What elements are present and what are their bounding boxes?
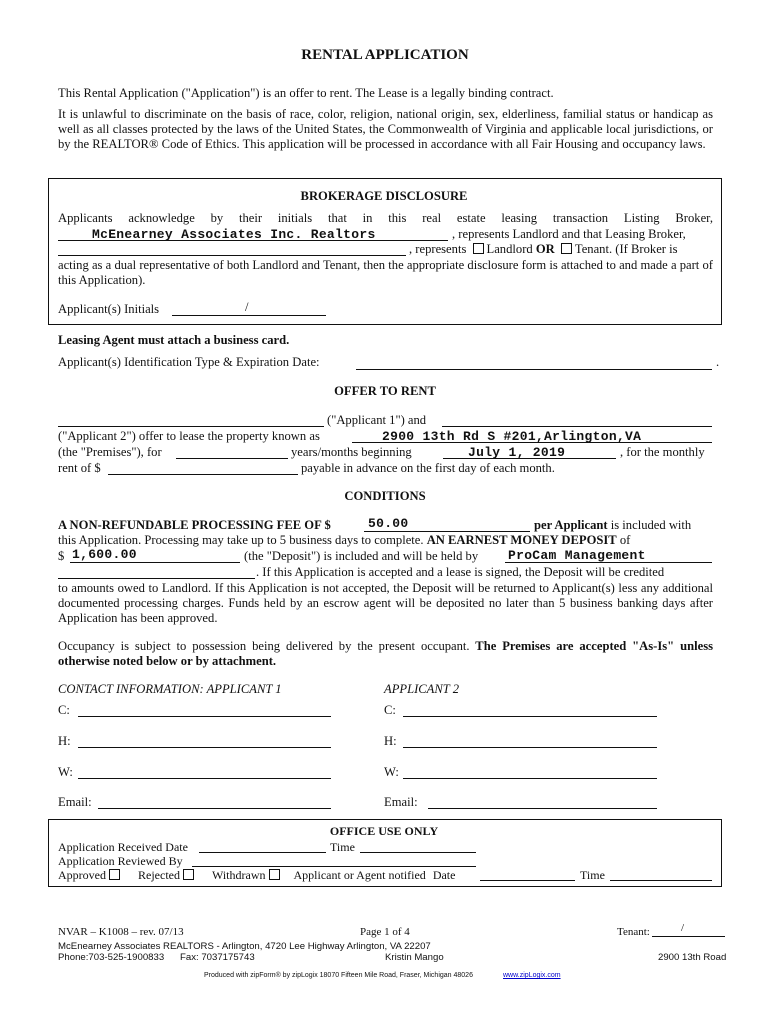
reviewed-field[interactable] (192, 866, 476, 867)
status-row (58, 868, 455, 883)
premises-field[interactable]: 2900 13th Rd S #201,Arlington,VA (382, 429, 642, 444)
deposit-terms-text: to amounts owed to Landlord. If this Application is not accepted, the Deposit will be returned to Applicant(s) less any additional documented processing charges. Funds held by an escrow agent will be deposited no later than 5 business banking days after Application has been approved. (58, 581, 713, 625)
brokerage-line1: Applicants acknowledge by their initials that in this real estate leasing transaction Listing Broker, (58, 211, 713, 225)
as-is-sentence: The Premises are accepted "As-Is" unless otherwise noted below or by attachment. (58, 639, 713, 668)
id-label: Applicant(s) Identification Type & Expiration Date: (58, 355, 320, 369)
a1-cell-field[interactable] (78, 716, 331, 717)
represents-text: , represents (409, 242, 467, 256)
a1-home-label: H: (58, 734, 71, 748)
a2-home-field[interactable] (403, 747, 657, 748)
a1-email-label: Email: (58, 795, 92, 809)
received-time-field[interactable] (360, 852, 476, 853)
monthly-label: , for the monthly (620, 445, 705, 459)
received-label: Application Received Date (58, 840, 188, 854)
represents-row (409, 242, 678, 257)
a2-cell-field[interactable] (403, 716, 657, 717)
a2-email-field[interactable] (428, 808, 657, 809)
leasing-agent-note: Leasing Agent must attach a business card. (58, 333, 290, 347)
occupancy-sentence: Occupancy is subject to possession being delivered by the present occupant. (58, 639, 470, 653)
fee-label: A NON-REFUNDABLE PROCESSING FEE OF $ (58, 518, 331, 532)
a1-email-field[interactable] (98, 808, 331, 809)
initials-line[interactable] (172, 315, 326, 316)
a1-home-field[interactable] (78, 747, 331, 748)
a2-cell-label: C: (384, 703, 396, 717)
fee-field[interactable]: 50.00 (368, 516, 409, 531)
offer-heading: OFFER TO RENT (334, 384, 436, 398)
applicant1-label: ("Applicant 1") and (327, 413, 427, 427)
payable-text: payable in advance on the first day of each month. (301, 461, 555, 475)
office-heading: OFFICE USE ONLY (329, 824, 439, 838)
term-line[interactable] (176, 458, 288, 459)
landlord-label: Landlord (486, 242, 533, 256)
approved-checkbox[interactable] (109, 869, 120, 880)
earnest-label: AN EARNEST MONEY DEPOSIT (426, 533, 617, 547)
tenant-checkbox[interactable] (561, 243, 572, 254)
landlord-checkbox[interactable] (473, 243, 484, 254)
per-applicant-label: per Applicant (534, 518, 608, 532)
leasing-broker-line[interactable] (58, 255, 406, 256)
received-field[interactable] (199, 852, 326, 853)
applicant1b-line[interactable] (442, 426, 712, 427)
initials-label: Applicant(s) Initials (58, 302, 160, 316)
ziplogix-link[interactable]: www.zipLogix.com (503, 972, 561, 979)
dollar-sign: $ (58, 549, 65, 563)
tenant-initials-label: Tenant: (617, 926, 650, 938)
initials-slash: / (245, 300, 249, 314)
notified-time-label: Time (580, 868, 605, 882)
rejected-checkbox[interactable] (183, 869, 194, 880)
tenant-label: Tenant. (If Broker is (574, 242, 678, 256)
rejected-label: Rejected (138, 868, 180, 882)
discrimination-text: It is unlawful to discriminate on the basis of race, color, religion, national origin, sex, elderliness, familial status or handicap as well as all classes protected by the laws of the United States, the Commonwealth of Virginia and applicable local jurisdictions, or by the REALTOR® Code of Ethics. This application will be processed in accordance with all Fair Housing and occupancy laws. (58, 107, 713, 151)
a2-work-field[interactable] (403, 778, 657, 779)
withdrawn-label: Withdrawn (211, 868, 266, 882)
deposit-line (70, 562, 240, 563)
brokerage-heading: BROKERAGE DISCLOSURE (300, 189, 468, 203)
office-phone: Phone:703-525-1900833 (58, 952, 165, 963)
reviewed-label: Application Reviewed By (58, 854, 183, 868)
premises-label: (the "Premises"), for (58, 445, 162, 459)
fee-line (364, 531, 530, 532)
brokerage-line2-tail: , represents Landlord and that Leasing Broker, (452, 227, 686, 241)
holder-field[interactable]: ProCam Management (508, 548, 646, 563)
notified-time-field[interactable] (610, 880, 712, 881)
applicant2-label: ("Applicant 2") offer to lease the property known as (58, 429, 320, 443)
property-address: 2900 13th Road (658, 952, 727, 963)
document-title: RENTAL APPLICATION (301, 47, 469, 63)
id-line[interactable] (356, 369, 712, 370)
conditions-heading: CONDITIONS (344, 489, 426, 503)
processing-row (58, 533, 630, 548)
contact-heading-1: CONTACT INFORMATION: APPLICANT 1 (58, 682, 282, 696)
produced-by: Produced with zipForm® by zipLogix 18070 Fifteen Mile Road, Fraser, Michigan 48026 (204, 972, 473, 979)
or-label: OR (535, 242, 555, 256)
start-date-field[interactable]: July 1, 2019 (468, 445, 566, 460)
tenant-initials-line[interactable] (652, 936, 725, 937)
rent-label: rent of $ (58, 461, 101, 475)
a2-email-label: Email: (384, 795, 418, 809)
a1-work-label: W: (58, 765, 73, 779)
occupancy-text (58, 639, 713, 669)
of-text: of (616, 533, 631, 547)
notified-date-field[interactable] (480, 880, 575, 881)
received-time-label: Time (330, 840, 355, 854)
a1-work-field[interactable] (78, 778, 331, 779)
page-number: Page 1 of 4 (360, 926, 410, 938)
office-address: McEnearney Associates REALTORS - Arlington, 4720 Lee Highway Arlington, VA 22207 (58, 941, 431, 952)
office-fax: Fax: 7037175743 (180, 952, 255, 963)
rent-line[interactable] (108, 474, 298, 475)
approved-label: Approved (58, 868, 106, 882)
per-applicant-text (534, 518, 691, 533)
a2-home-label: H: (384, 734, 397, 748)
term-label: years/months beginning (291, 445, 412, 459)
notified-label: Applicant or Agent notified (293, 868, 426, 882)
listing-broker-field[interactable]: McEnearney Associates Inc. Realtors (92, 227, 376, 242)
withdrawn-checkbox[interactable] (269, 869, 280, 880)
deposit-field[interactable]: 1,600.00 (72, 547, 137, 562)
included-text: is included with (607, 518, 692, 532)
contact-heading-2: APPLICANT 2 (384, 682, 459, 696)
intro-text: This Rental Application ("Application") is an offer to rent. The Lease is a legally binding contract. (58, 86, 554, 100)
brokerage-line4: acting as a dual representative of both Landlord and Tenant, then the appropriate disclosure form is attached to and made a part of this Application). (58, 258, 713, 287)
id-end: . (716, 355, 720, 369)
form-id: NVAR – K1008 – rev. 07/13 (58, 926, 184, 938)
deposit-label: (the "Deposit") is included and will be held by (244, 549, 479, 563)
deposit-credit-text: . If this Application is accepted and a lease is signed, the Deposit will be credited (256, 565, 665, 579)
a2-work-label: W: (384, 765, 399, 779)
a1-cell-label: C: (58, 703, 70, 717)
applicant1-line[interactable] (58, 426, 324, 427)
agent-name: Kristin Mango (385, 952, 444, 963)
tenant-initials-slash: / (681, 922, 685, 934)
notified-date-label: Date (432, 868, 456, 882)
holder2-line[interactable] (58, 578, 255, 579)
processing-text: this Application. Processing may take up to 5 business days to complete. (58, 533, 424, 547)
